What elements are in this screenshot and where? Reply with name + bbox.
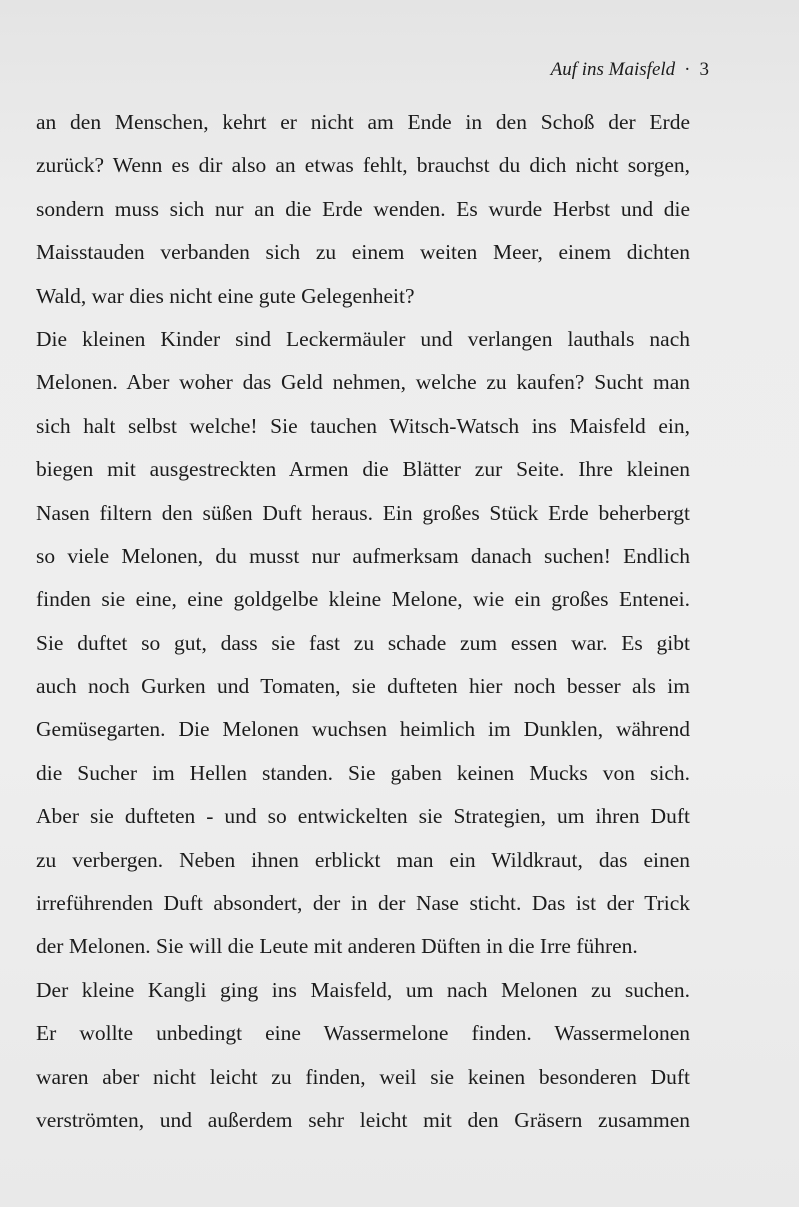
text-line: finden sie eine, eine goldgelbe kleine Melone, wie ein großes Entenei.: [36, 587, 690, 612]
text-line: sich halt selbst welche! Sie tauchen Witsch-Watsch ins Maisfeld ein,: [36, 413, 690, 438]
text-line: Melonen. Aber woher das Geld nehmen, welche zu kaufen? Sucht man: [36, 370, 690, 395]
chapter-title: Auf ins Maisfeld: [550, 59, 676, 80]
text-line: Sie duftet so gut, dass sie fast zu schade zum essen war. Es gibt: [36, 630, 690, 655]
text-line: irreführenden Duft absondert, der in der Nase sticht. Das ist der Trick: [36, 891, 690, 916]
text-line: Die kleinen Kinder sind Leckermäuler und verlangen lauthals nach: [36, 326, 690, 351]
text-line: sondern muss sich nur an die Erde wenden. Es wurde Herbst und die: [36, 196, 690, 221]
text-line: waren aber nicht leicht zu finden, weil sie keinen besonderen Duft: [36, 1064, 690, 1089]
text-line: die Sucher im Hellen standen. Sie gaben keinen Mucks von sich.: [36, 760, 690, 785]
text-line: Er wollte unbedingt eine Wassermelone finden. Wassermelonen: [36, 1021, 690, 1046]
text-line: Wald, war dies nicht eine gute Gelegenheit?: [36, 283, 415, 308]
body-text: [36, 101, 690, 1142]
text-line: so viele Melonen, du musst nur aufmerksam danach suchen! Endlich: [36, 543, 690, 568]
text-line: der Melonen. Sie will die Leute mit anderen Düften in die Irre führen.: [36, 934, 638, 959]
text-line: Maisstauden verbanden sich zu einem weiten Meer, einem dichten: [36, 240, 690, 265]
text-line: Der kleine Kangli ging ins Maisfeld, um nach Melonen zu suchen.: [36, 977, 690, 1002]
text-line: an den Menschen, kehrt er nicht am Ende in den Schoß der Erde: [36, 110, 690, 134]
running-header: [551, 58, 709, 82]
text-line: Nasen filtern den süßen Duft heraus. Ein großes Stück Erde beherbergt: [36, 500, 690, 525]
text-line: zurück? Wenn es dir also an etwas fehlt, brauchst du dich nicht sorgen,: [36, 153, 690, 178]
text-line: biegen mit ausgestreckten Armen die Blätter zur Seite. Ihre kleinen: [36, 457, 690, 482]
text-line: auch noch Gurken und Tomaten, sie dufteten hier noch besser als im: [36, 674, 690, 699]
text-line: Gemüsegarten. Die Melonen wuchsen heimlich im Dunklen, während: [36, 717, 690, 742]
header-separator: ·: [684, 59, 691, 80]
page-number: 3: [699, 59, 709, 80]
text-line: zu verbergen. Neben ihnen erblickt man ein Wildkraut, das einen: [36, 847, 690, 872]
text-line: verströmten, und außerdem sehr leicht mit den Gräsern zusammen: [36, 1107, 690, 1132]
text-line: Aber sie dufteten - und so entwickelten sie Strategien, um ihren Duft: [36, 804, 690, 829]
